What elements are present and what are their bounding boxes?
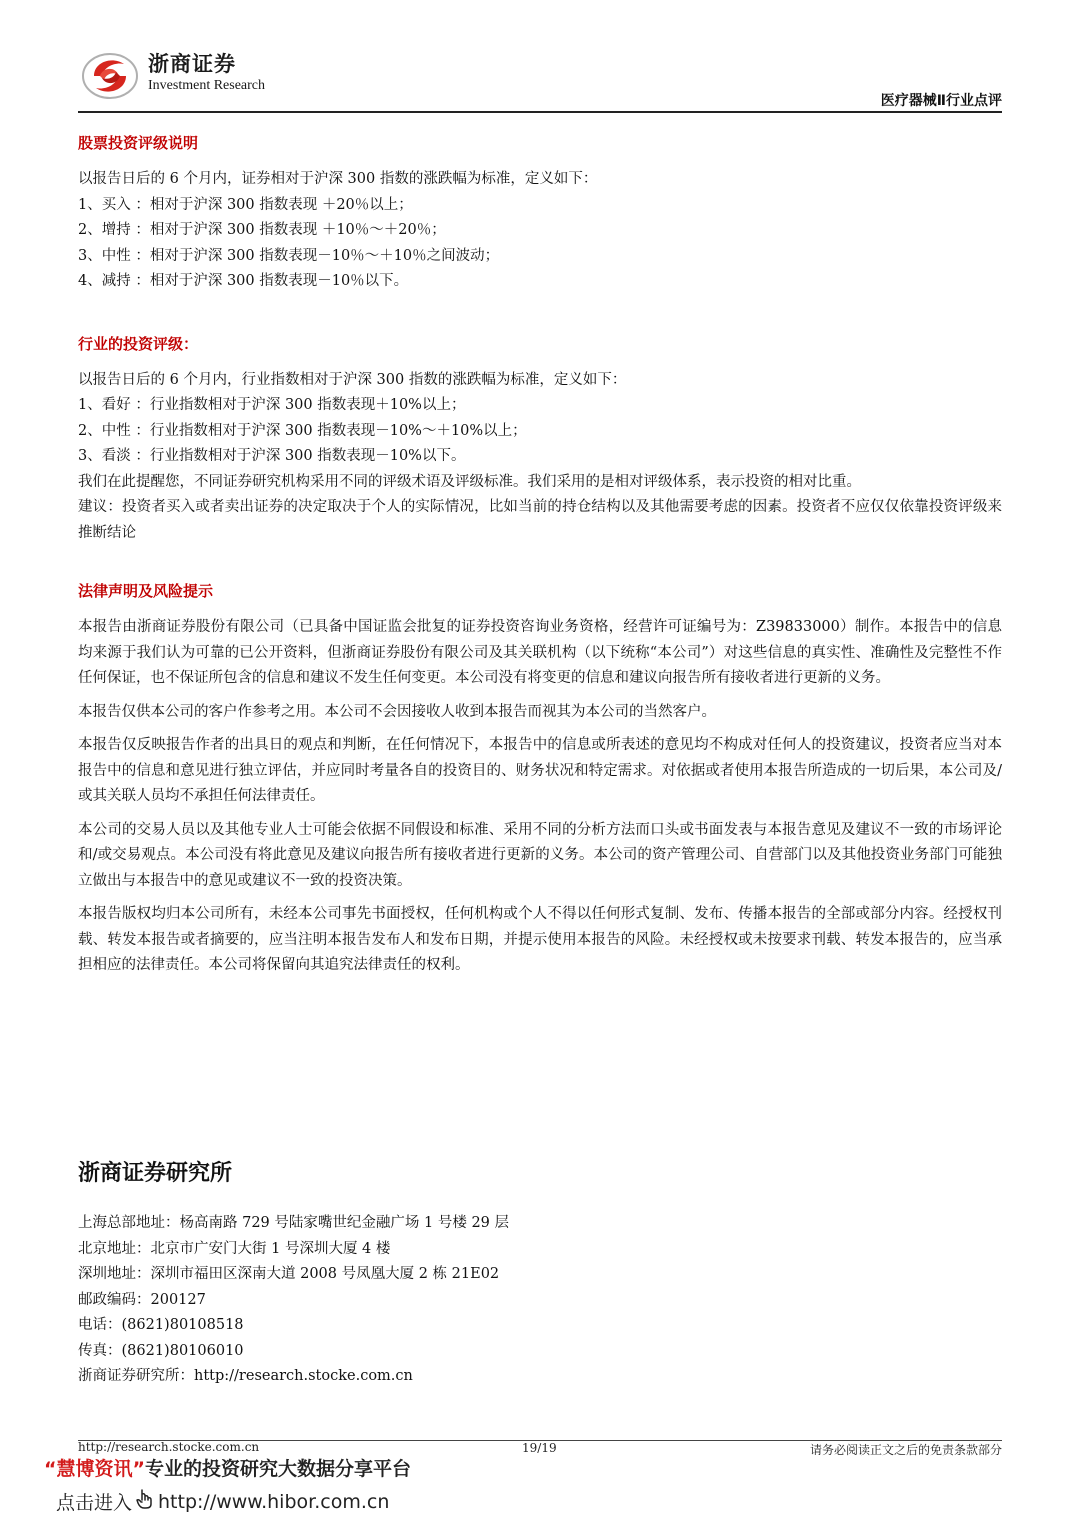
stock-rating-item: 2、增持 ：相对于沪深 300 指数表现 ＋10％～＋20％； (78, 222, 446, 238)
address-beijing: 北京地址：北京市广安门大街 1 号深圳大厦 4 楼 (78, 1240, 391, 1257)
header-divider (78, 111, 1002, 113)
watermark-slogan (44, 1454, 411, 1481)
stock-rating-item: 3、中性 ：相对于沪深 300 指数表现－10％～＋10％之间波动； (78, 247, 500, 264)
company-logo (80, 44, 266, 104)
legal-paragraph: 本报告版权均归本公司所有，未经本公司事先书面授权，任何机构或个人不得以任何形式复制、发布、传播本报告的全部或部分内容。经授权刊载、转发本报告或者摘要的，应当注明本报告发布人和发布日期，并提示使用本报告的风险。未经授权或未按要求刊载、转发本报告的，应当承担相应的法律责任。本公司将保留向其追究法律责任的权利。 (78, 906, 1002, 973)
fax: 传真：(8621)80106010 (78, 1342, 244, 1359)
legal-section (78, 615, 1002, 979)
industry-rating-item: 2、中性 ：行业指数相对于沪深 300 指数表现－10%～＋10%以上； (78, 422, 527, 439)
industry-rating-note: 我们在此提醒您，不同证券研究机构采用不同的评级术语及评级标准。我们采用的是相对评级体系，表示投资的相对比重。 (78, 473, 861, 490)
stock-rating-item: 4、减持 ：相对于沪深 300 指数表现－10％以下。 (78, 273, 409, 289)
legal-paragraph: 本报告仅供本公司的客户作参考之用。本公司不会因接收人收到本报告而视其为本公司的当然客户。 (78, 703, 716, 720)
watermark-slogan-text: 专业的投资研究大数据分享平台 (144, 1458, 411, 1480)
watermark-click-text: 点击进入 (56, 1492, 133, 1514)
pointer-hand-icon (136, 1488, 154, 1515)
industry-rating-item: 1、看好 ：行业指数相对于沪深 300 指数表现＋10%以上； (78, 397, 466, 413)
legal-paragraph: 本公司的交易人员以及其他专业人士可能会依据不同假设和标准、采用不同的分析方法而口头或书面发表与本报告意见及建议不一致的市场评论和/或交易观点。本公司没有将此意见及建议向报告所有接收者进行更新的义务。本公司的资产管理公司、自营部门以及其他投资业务部门可能独立做出与本报告中的意见或建议不一致的投资决策。 (78, 821, 1002, 889)
industry-rating-title: 行业的投资评级： (78, 334, 199, 353)
address-shanghai: 上海总部地址：杨高南路 729 号陆家嘴世纪金融广场 1 号楼 29 层 (78, 1215, 510, 1231)
institute-contacts (78, 1211, 509, 1390)
footer-url-link[interactable]: http://research.stocke.com.cn (78, 1440, 260, 1454)
report-category: 医疗器械Ⅱ行业点评 (880, 93, 1002, 109)
watermark-brand: “慧博资讯” (44, 1458, 145, 1480)
watermark-link[interactable]: http://www.hibor.com.cn (158, 1490, 390, 1513)
industry-rating-intro: 以报告日后的 6 个月内，行业指数相对于沪深 300 指数的涨跌幅为标准，定义如下： (78, 371, 627, 388)
industry-rating-advice: 建议：投资者买入或者卖出证券的决定取决于个人的实际情况，比如当前的持仓结构以及其他需要考虑的因素。投资者不应仅仅依靠投资评级来推断结论 (78, 499, 1002, 541)
watermark-link-row[interactable] (56, 1488, 389, 1515)
postal-code: 邮政编码：200127 (78, 1291, 206, 1308)
stocke-logo-icon (80, 46, 140, 102)
phone: 电话：(8621)80108518 (78, 1317, 244, 1333)
stock-rating-intro: 以报告日后的 6 个月内，证券相对于沪深 300 指数的涨跌幅为标准，定义如下： (78, 171, 598, 187)
stock-rating-item: 1、买入 ：相对于沪深 300 指数表现 ＋20％以上； (78, 196, 413, 213)
stock-rating-title: 股票投资评级说明 (78, 134, 199, 152)
industry-rating-item: 3、看淡 ：行业指数相对于沪深 300 指数表现－10%以下。 (78, 448, 466, 464)
institute-name: 浙商证券研究所 (78, 1161, 233, 1186)
address-shenzhen: 深圳地址：深圳市福田区深南大道 2008 号凤凰大厦 2 栋 21E02 (78, 1266, 500, 1282)
logo-english-name: Investment Research (148, 78, 266, 93)
page-number: 19/19 (522, 1441, 557, 1455)
footer-disclaimer: 请务必阅读正文之后的免责条款部分 (809, 1443, 1002, 1457)
logo-chinese-name: 浙商证券 (148, 52, 236, 76)
main-content (78, 128, 1002, 987)
legal-title: 法律声明及风险提示 (78, 582, 214, 600)
legal-paragraph: 本报告仅反映报告作者的出具日的观点和判断，在任何情况下，本报告中的信息或所表述的意见均不构成对任何人的投资建议，投资者应当对本报告中的信息和意见进行独立评估，并应同时考量各自的投资目的、财务状况和特定需求。对依据或者使用本报告所造成的一切后果，本公司及/或其关联人员均不承担任何法律责任。 (78, 737, 1002, 804)
legal-paragraph: 本报告由浙商证券股份有限公司（已具备中国证监会批复的证券投资咨询业务资格，经营许可证编号为：Z39833000）制作。本报告中的信息均来源于我们认为可靠的已公开资料，但浙商证券股份有限公司及其关联机构（以下统称“本公司”）对这些信息的真实性、准确性及完整性不作任何保证，也不保证所包含的信息和建议不发生任何变更。本公司没有将变更的信息和建议向报告所有接收者进行更新的义务。 (78, 619, 1002, 686)
institute-website[interactable]: 浙商证券研究所：http://research.stocke.com.cn (78, 1368, 413, 1384)
